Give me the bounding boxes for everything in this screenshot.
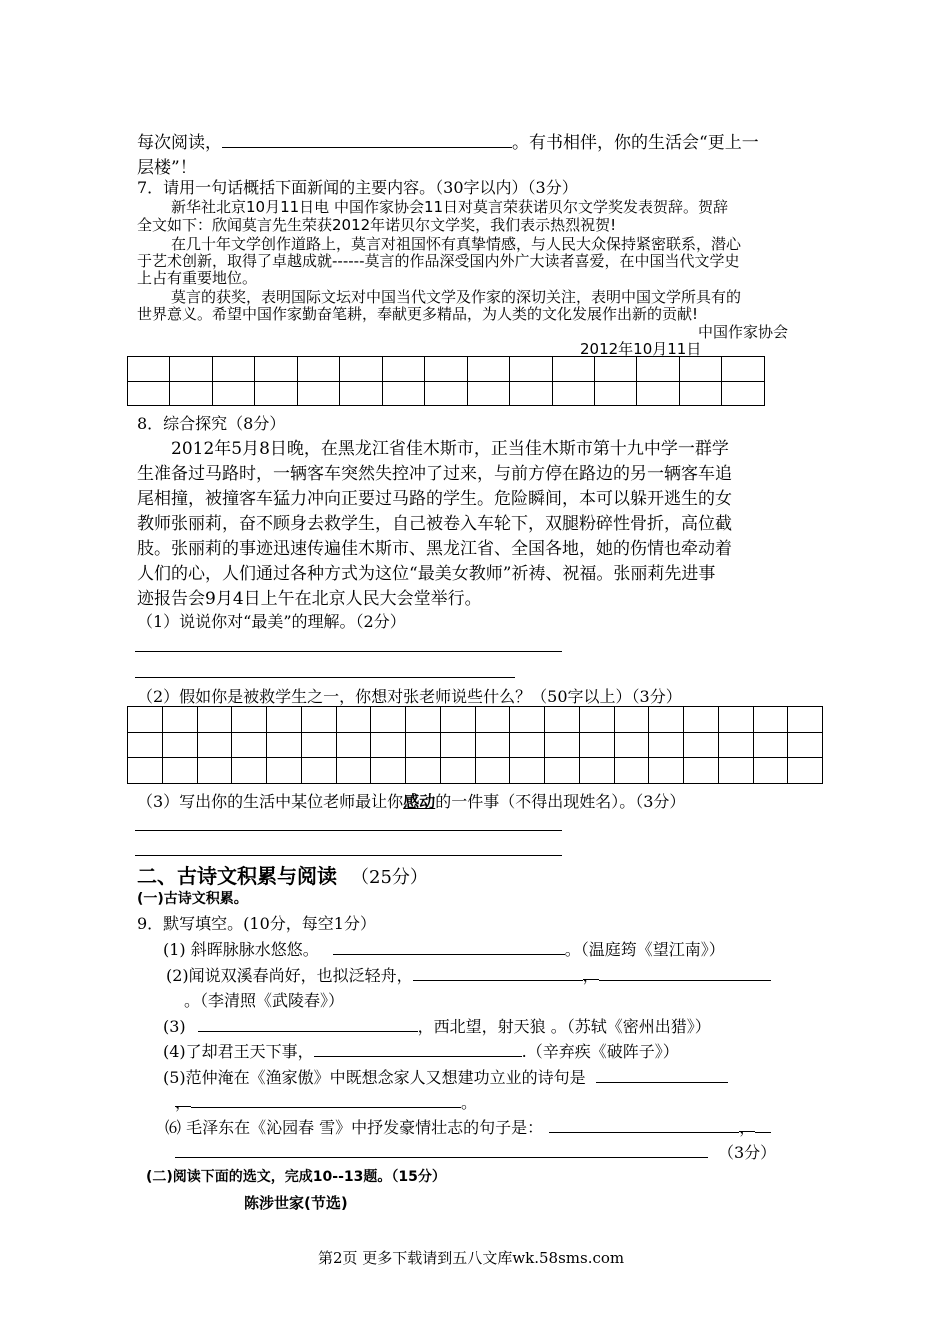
section2-heading [137, 860, 428, 889]
section2-part2: (二)阅读下面的选文，完成10--13题。（15分） [146, 1169, 446, 1185]
grid-row [128, 732, 823, 758]
answer-line[interactable] [135, 651, 562, 652]
q8-answer-grid[interactable] [127, 706, 823, 784]
answer-blank[interactable] [413, 964, 583, 981]
q8-sub3-emphasis: 感动 [403, 792, 436, 811]
q8-line: 教师张丽莉，奋不顾身去救学生，自己被卷入车轮下，双腿粉碎性骨折，高位截 [137, 514, 732, 534]
q9-item-1 [163, 937, 725, 960]
top-line-1-prefix: 每次阅读， [137, 133, 222, 153]
answer-line[interactable] [135, 855, 562, 856]
q9-item-4-text: (4)了却君王天下事， [163, 1042, 314, 1061]
q9-item-5-period: 。 [461, 1093, 478, 1112]
q9-item-3-num: (3) [163, 1017, 186, 1036]
q9-item-6-comma: ， [739, 1115, 755, 1132]
top-line-1-suffix: 。有书相伴，你的生活会“更上一 [512, 133, 759, 153]
grid-row [128, 707, 823, 733]
q8-line: 肢。张丽莉的事迹迅速传遍佳木斯市、黑龙江省、全国各地，她的伤情也牵动着 [137, 539, 732, 559]
answer-line[interactable] [135, 677, 515, 678]
q9-item-2-comma: ， [583, 963, 599, 980]
q9-item-6-score: （3分） [718, 1143, 777, 1162]
q9-item-3-text: ，西北望，射天狼 。（苏轼《密州出猎》） [417, 1017, 711, 1036]
top-line-1 [137, 128, 759, 153]
top-line-2: 层楼”！ [137, 158, 197, 178]
q8-line: 2012年5月8日晚，在黑龙江省佳木斯市，正当佳木斯市第十九中学一群学 [171, 439, 729, 459]
q8-sub2: （2）假如你是被救学生之一，你想对张老师说些什么？（50字以上）（3分） [137, 687, 682, 706]
q9-item-1-source: 。（温庭筠《望江南》） [564, 940, 725, 959]
q8-sub3-suffix: 的一件事（不得出现姓名）。（3分） [435, 792, 686, 811]
q7-sign-org: 中国作家协会 [698, 323, 789, 341]
q9-item-4-source: .（辛弃疾《破阵子》） [521, 1042, 679, 1061]
q9-item-6 [165, 1115, 771, 1138]
grid-row [128, 381, 765, 406]
answer-blank[interactable] [175, 1141, 708, 1158]
answer-blank[interactable] [549, 1116, 739, 1133]
q7-p3a: 莫言的获奖，表明国际文坛对中国当代文学及作家的深切关注，表明中国文学所具有的 [171, 288, 742, 306]
page-footer: 第2页 更多下载请到五八文库wk.58sms.com [318, 1249, 625, 1267]
q7-p2b: 于艺术创新，取得了卓越成就------莫言的作品深受国内外广大读者喜爱，在中国当代文学史 [137, 252, 740, 270]
q7-answer-grid[interactable] [127, 356, 765, 406]
section2-title: 二、古诗文积累与阅读 [137, 864, 337, 888]
answer-blank[interactable] [222, 130, 512, 148]
q9-item-2 [166, 963, 771, 986]
q8-sub3-prefix: （3）写出你的生活中某位老师最让你 [137, 792, 404, 811]
answer-blank[interactable] [198, 1015, 418, 1032]
q9-item-6-line2 [175, 1140, 776, 1163]
q8-line: 迹报告会9月4日上午在北京人民大会堂举行。 [137, 589, 482, 609]
q9-item-2-text: (2)闻说双溪春尚好，也拟泛轻舟， [166, 966, 413, 985]
q9-item-6-text: ⑹ 毛泽东在《沁园春 雪》中抒发豪情壮志的句子是： [165, 1118, 544, 1137]
q7-title: 7．请用一句话概括下面新闻的主要内容。（30字以内）（3分） [137, 178, 578, 197]
article-title: 陈涉世家(节选) [244, 1194, 348, 1212]
q9-item-5-line2 [175, 1090, 477, 1113]
answer-blank[interactable] [314, 1040, 522, 1057]
q9-item-3 [163, 1014, 711, 1037]
answer-blank[interactable] [191, 1091, 461, 1108]
q8-sub3 [137, 789, 685, 812]
q8-title: 8．综合探究（8分） [137, 414, 286, 433]
answer-line[interactable] [135, 830, 562, 831]
q8-sub1: （1）说说你对“最美”的理解。（2分） [137, 612, 406, 631]
q9-item-1-text: (1) 斜晖脉脉水悠悠。 [163, 940, 319, 959]
q8-line: 生准备过马路时，一辆客车突然失控冲了过来，与前方停在路边的另一辆客车追 [137, 464, 732, 484]
q9-title: 9．默写填空。(10分，每空1分） [137, 914, 376, 933]
q9-item-5-comma: ， [175, 1090, 191, 1107]
answer-blank[interactable] [596, 1066, 728, 1083]
q9-item-5-text: (5)范仲淹在《渔家傲》中既想念家人又想建功立业的诗句是 [163, 1068, 586, 1087]
q9-item-2-source: 。（李清照《武陵春》） [184, 991, 345, 1010]
q7-sign-date: 2012年10月11日 [580, 340, 702, 358]
answer-blank[interactable] [333, 938, 565, 955]
section2-part1: (一)古诗文积累。 [137, 891, 248, 907]
q7-p3b: 世界意义。希望中国作家勤奋笔耕，奉献更多精品，为人类的文化发展作出新的贡献! [137, 305, 699, 323]
q7-p1b: 全文如下：欣闻莫言先生荣获2012年诺贝尔文学奖，我们表示热烈祝贺! [137, 216, 617, 234]
q8-line: 尾相撞，被撞客车猛力冲向正要过马路的学生。危险瞬间，本可以躲开逃生的女 [137, 489, 732, 509]
q7-p2c: 上占有重要地位。 [137, 269, 258, 287]
q9-item-5 [163, 1065, 728, 1088]
answer-blank[interactable] [755, 1116, 771, 1133]
grid-row [128, 758, 823, 784]
q7-p1a: 新华社北京10月11日电 中国作家协会11日对莫言荣获诺贝尔文学奖发表贺辞。贺辞 [171, 198, 729, 216]
q7-p2a: 在几十年文学创作道路上，莫言对祖国怀有真挚情感，与人民大众保持紧密联系，潜心 [171, 235, 742, 253]
section2-score: （25分） [351, 867, 428, 888]
q8-line: 人们的心，人们通过各种方式为这位“最美女教师”祈祷、祝福。张丽莉先进事 [137, 564, 716, 584]
answer-blank[interactable] [599, 964, 771, 981]
grid-row [128, 357, 765, 382]
q9-item-4 [163, 1039, 679, 1062]
